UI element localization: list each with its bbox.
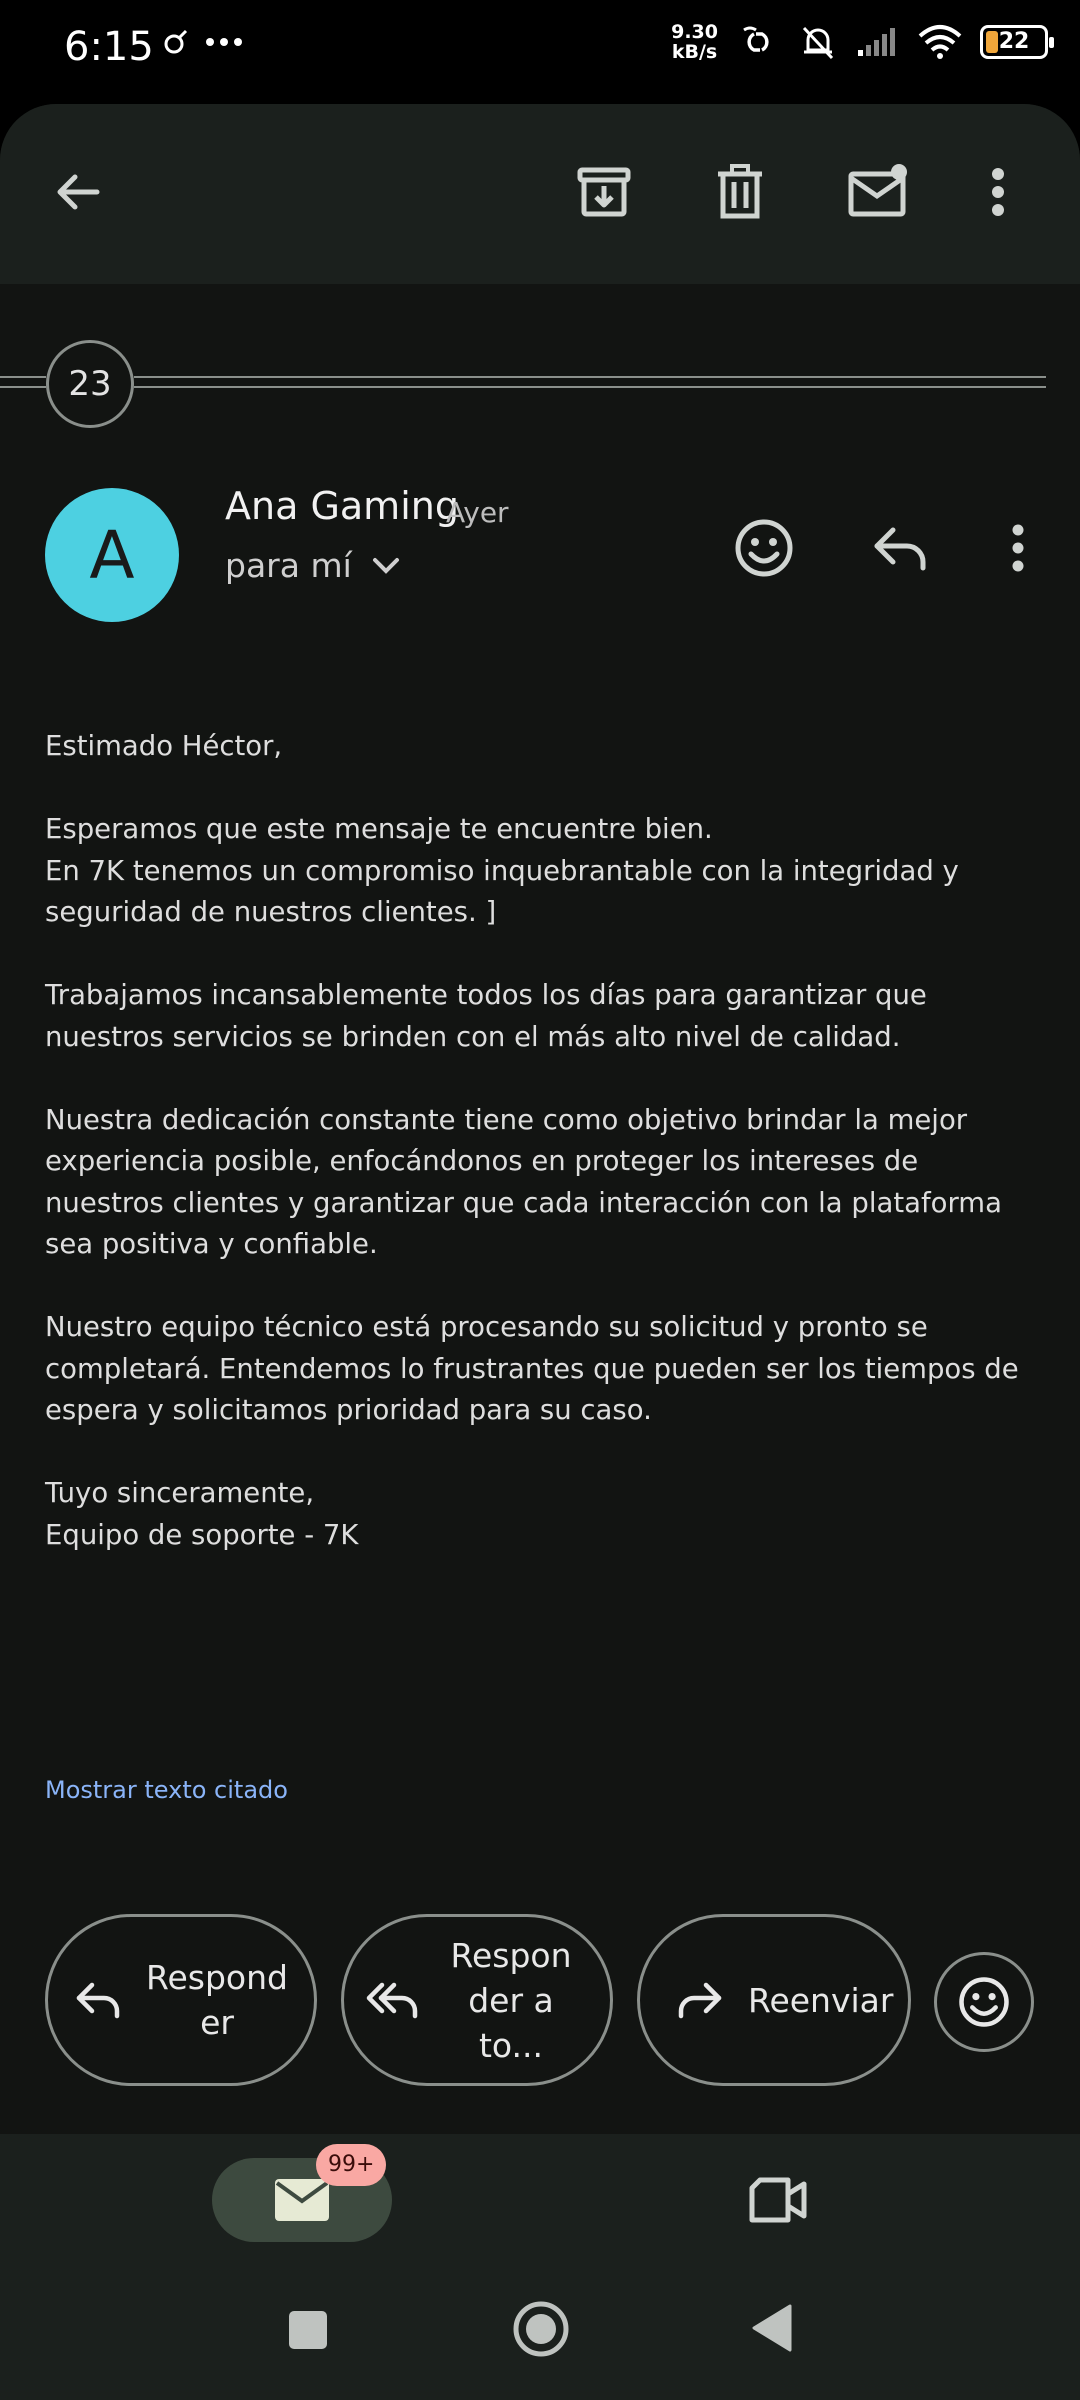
back-button[interactable] [40, 154, 116, 230]
more-horiz-icon [204, 36, 244, 48]
sender-avatar[interactable]: A [45, 488, 179, 622]
unread-count-badge: 99+ [316, 2144, 386, 2186]
reply-all-action-button[interactable] [341, 1914, 613, 2086]
bottom-navigation [0, 2134, 1080, 2400]
reply-icon [871, 524, 929, 572]
system-navigation-bar [0, 2284, 1080, 2394]
trash-icon [715, 164, 765, 220]
recents-button[interactable] [276, 2298, 340, 2362]
collapsed-messages-count[interactable]: 23 [46, 340, 134, 428]
message-body [45, 726, 1045, 1556]
more-vert-icon [990, 167, 1006, 217]
recipient-details-toggle[interactable] [225, 546, 400, 585]
reply-label [142, 1955, 292, 2045]
mail-icon [273, 2177, 331, 2223]
archive-button[interactable] [566, 154, 642, 230]
body-line: En 7K tenemos un compromiso inquebrantable con la integridad y seguridad de nuestros clientes. ] [45, 854, 959, 928]
delete-button[interactable] [702, 154, 778, 230]
video-camera-icon [748, 2174, 808, 2226]
show-quoted-text-link[interactable]: Mostrar texto citado [45, 1776, 288, 1804]
square-icon [287, 2309, 329, 2351]
network-speed-unit: kB/s [671, 41, 718, 63]
thread-divider [134, 376, 1046, 378]
status-left-icons [162, 28, 244, 56]
greeting: Estimado Héctor, [45, 730, 283, 762]
home-circle-icon [511, 2299, 571, 2359]
reply-icon [74, 1980, 122, 2020]
message-more-button[interactable] [990, 510, 1046, 586]
reply-label-line: Respond [146, 1958, 288, 1997]
nav-meet-tab[interactable] [748, 2174, 808, 2230]
sender-name: Ana Gaming [225, 484, 459, 528]
alarm-dot-icon [162, 28, 190, 56]
battery-indicator [980, 25, 1048, 59]
thread-divider [0, 386, 46, 388]
email-view [0, 104, 1080, 2134]
status-right-icons [671, 22, 1048, 62]
reply-action-button[interactable] [45, 1914, 317, 2086]
thread-divider [134, 386, 1046, 388]
body-paragraph: Trabajamos incansablemente todos los días para garantizar que nuestros servicios se brinden con el más alto nivel de calidad. [45, 979, 927, 1053]
battery-level: 22 [998, 29, 1030, 54]
forward-action-button[interactable] [637, 1914, 911, 2086]
recipient-label: para mí [225, 546, 352, 585]
add-reaction-button[interactable] [726, 510, 802, 586]
status-bar [0, 0, 1080, 100]
react-emoji-button[interactable] [934, 1952, 1034, 2052]
top-toolbar [0, 104, 1080, 284]
reply-button[interactable] [862, 510, 938, 586]
signature [45, 1473, 1045, 1556]
back-nav-button[interactable] [740, 2296, 804, 2360]
home-button[interactable] [506, 2294, 576, 2364]
network-speed-value: 9.30 [671, 21, 718, 43]
chevron-down-icon [372, 557, 400, 575]
body-paragraph: Nuestro equipo técnico está procesando su solicitud y pronto se completará. Entendemos lo frustrantes que pueden ser los tiempos de espera y solicitamos prioridad para su caso. [45, 1311, 1019, 1426]
cell-signal-icon [856, 26, 900, 58]
message-date: Ayer [446, 496, 509, 529]
mark-unread-icon [847, 164, 909, 220]
arrow-back-icon [53, 167, 103, 217]
emoji-icon [734, 518, 794, 578]
triangle-back-icon [750, 2302, 794, 2354]
more-options-button[interactable] [966, 154, 1030, 230]
link-icon [736, 24, 780, 60]
forward-label: Reenviar [748, 1980, 894, 2020]
body-line: Esperamos que este mensaje te encuentre bien. [45, 813, 713, 845]
thread-divider [0, 376, 46, 378]
reply-all-icon [366, 1980, 420, 2020]
closing: Tuyo sinceramente, [45, 1477, 315, 1509]
mark-unread-button[interactable] [838, 154, 918, 230]
reply-all-label-line: der a to... [468, 1980, 554, 2065]
reply-all-label-line: Respon [450, 1935, 572, 1975]
reply-label-line: er [200, 2003, 234, 2042]
forward-icon [676, 1980, 724, 2020]
wifi-icon [918, 24, 962, 60]
emoji-icon [957, 1975, 1011, 2029]
body-paragraph [45, 809, 1045, 934]
mute-bell-icon [798, 22, 838, 62]
network-speed [671, 22, 718, 62]
signature-team: Equipo de soporte - 7K [45, 1518, 359, 1551]
status-time: 6:15 [64, 24, 154, 70]
archive-icon [576, 164, 632, 220]
reply-all-label [436, 1933, 586, 2068]
body-paragraph: Nuestra dedicación constante tiene como objetivo brindar la mejor experiencia posible, enfocándonos en proteger los intereses de nuestros clientes y garantizar que cada interacción con la plataforma sea positiva y confiable. [45, 1103, 1002, 1260]
more-vert-icon [1010, 523, 1026, 573]
battery-nub [1049, 37, 1054, 48]
